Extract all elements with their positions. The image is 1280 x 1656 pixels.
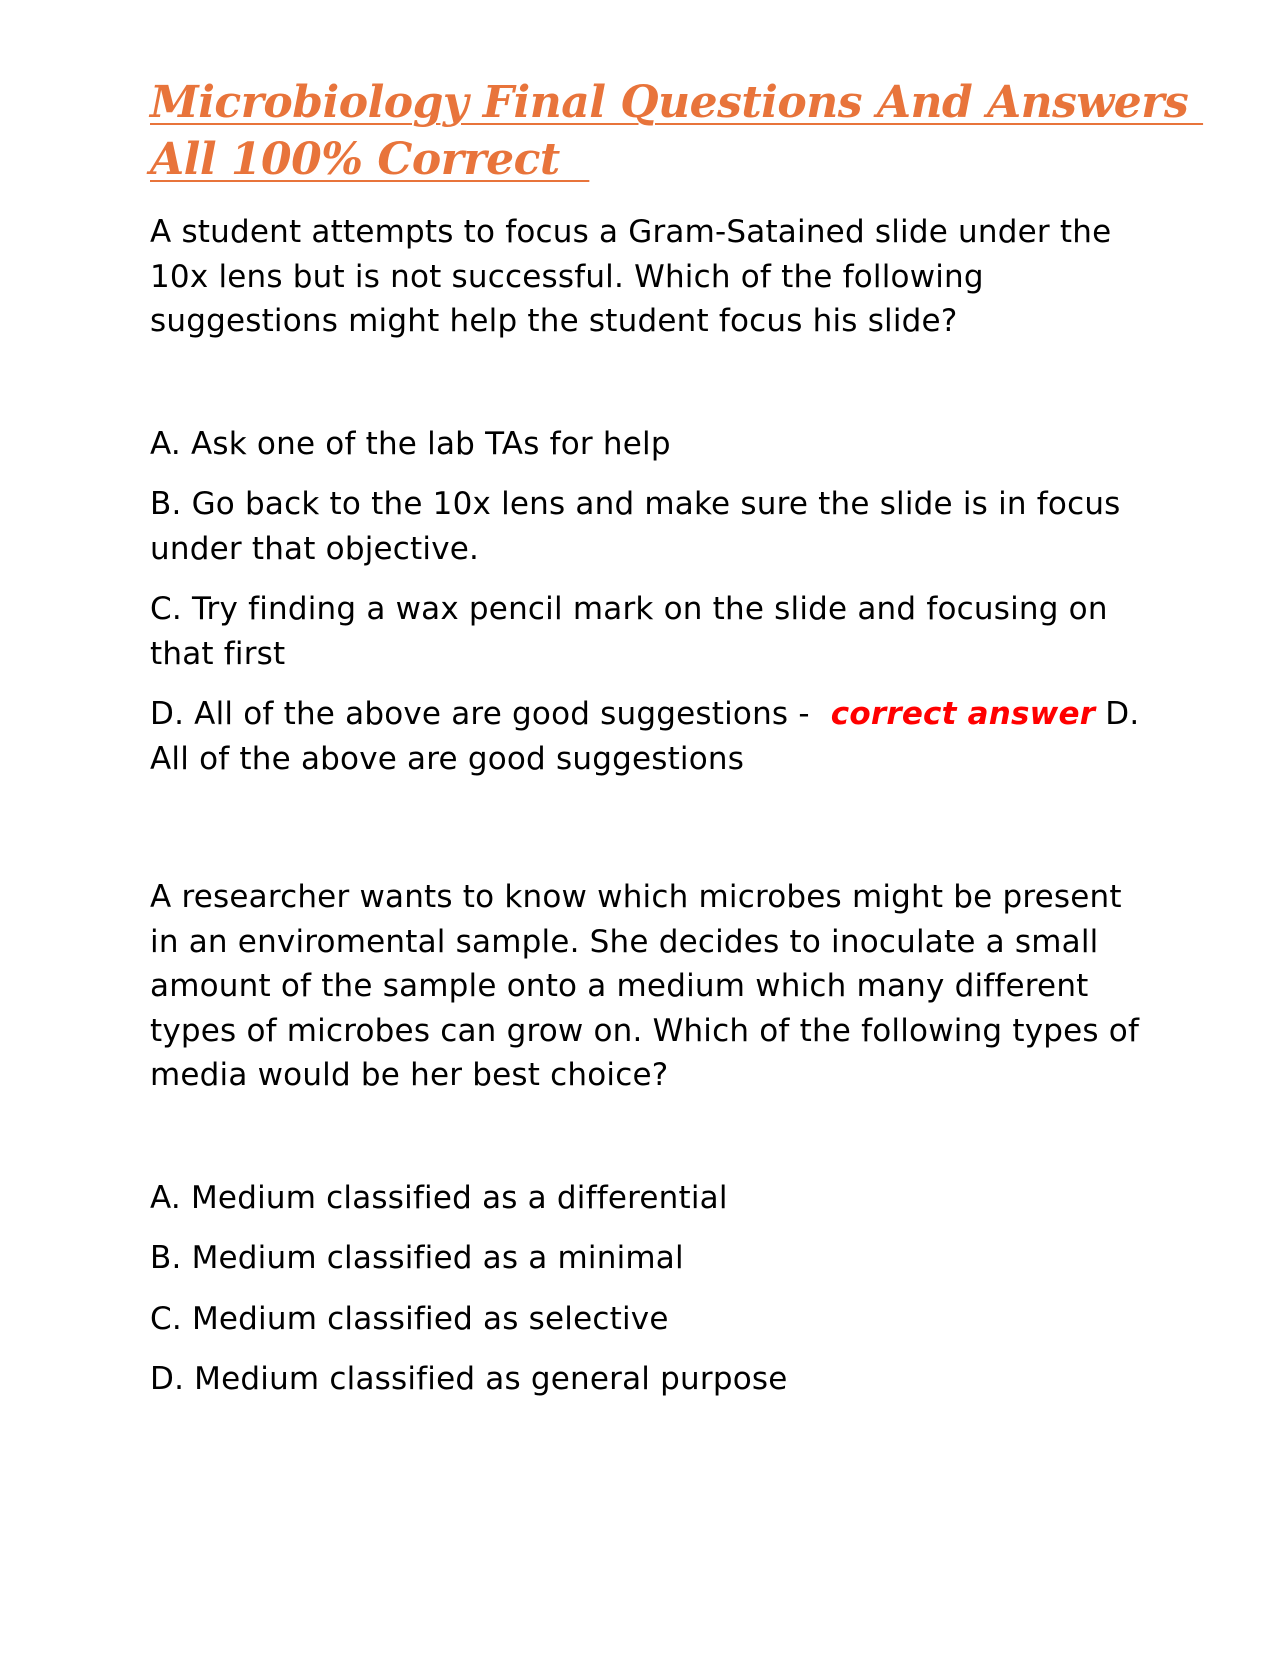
answer-option-c: C. Medium classified as selective [150, 1300, 669, 1337]
document-page [150, 74, 1204, 1418]
answer-option-c: C. Try finding a wax pencil mark on the slide and focusing on that first [150, 591, 1108, 672]
title-line-1: Microbiology Final Questions And Answers [150, 77, 1204, 128]
answer-option-a: A. Ask one of the lab TAs for help [150, 425, 671, 462]
question-text: A researcher wants to know which microbes might be present in an enviromental sample. She decides to inoculate a small amount of the sample onto a medium which many different types of microbes can grow on. Which of the following types of media would be her best choice? [150, 879, 1140, 1093]
question-block-2 [150, 875, 1140, 1402]
answer-option-d-text: D. All of the above are good suggestions - [150, 696, 820, 732]
answer-option-d: D. Medium classified as general purpose [150, 1361, 788, 1397]
correct-answer-label: correct answer [819, 696, 1096, 732]
answer-option-a: A. Medium classified as a differential [150, 1179, 728, 1216]
question-block-1 [150, 210, 1150, 781]
document-title [150, 74, 1204, 188]
title-line-2: All 100% Correct [150, 134, 590, 185]
answer-option-d [150, 692, 1150, 781]
answer-option-b: B. Medium classified as a minimal [150, 1240, 684, 1276]
answer-option-b: B. Go back to the 10x lens and make sure the slide is in focus under that objective. [150, 486, 1121, 567]
block-gap [150, 797, 1140, 875]
question-spacer [150, 1098, 1140, 1176]
correct-answer-text: D. All of the above are good suggestions [150, 696, 1150, 777]
question-text: A student attempts to focus a Gram-Satained slide under the 10x lens but is not successful. Which of the following suggestions might help the student focus his slide? [150, 214, 1112, 339]
question-spacer [150, 344, 1140, 422]
